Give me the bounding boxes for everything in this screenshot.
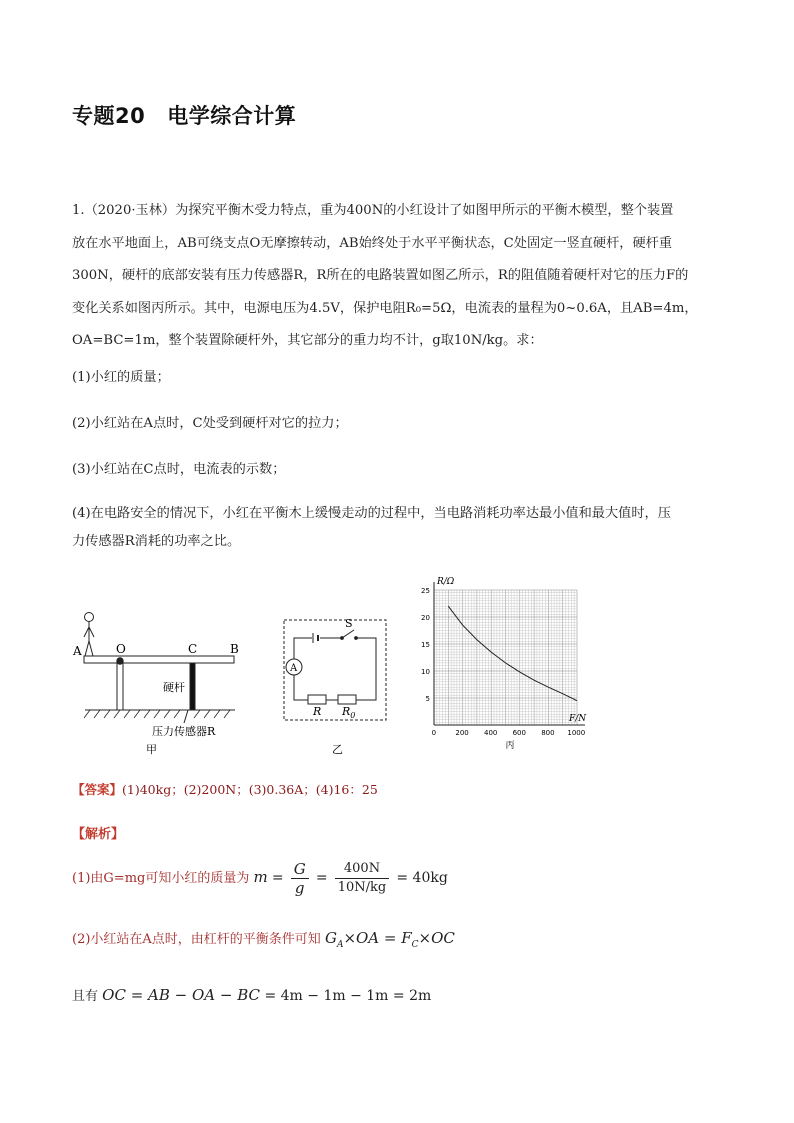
x-tick-label: 200 bbox=[455, 729, 469, 737]
problem-statement bbox=[72, 195, 726, 358]
eq-part: ×OA = F bbox=[343, 929, 412, 947]
beam bbox=[84, 656, 234, 663]
person-arm bbox=[84, 627, 89, 637]
label-O: O bbox=[116, 642, 126, 656]
y-tick-label: 15 bbox=[421, 641, 430, 649]
page-title bbox=[72, 100, 296, 130]
label-S: S bbox=[345, 617, 353, 630]
solution-step-3 bbox=[72, 985, 431, 1004]
caption-jia: 甲 bbox=[146, 743, 157, 756]
solution-step-1 bbox=[72, 860, 448, 897]
series-line bbox=[448, 606, 577, 701]
step-3-text: 且有 bbox=[72, 989, 99, 1004]
circuit-wire bbox=[294, 638, 376, 700]
problem-line: 放在水平地面上，AB可绕支点O无摩擦转动，AB始终处于水平平衡状态，C处固定一竖直硬杆，硬杆重 bbox=[72, 235, 673, 251]
eq-part: G bbox=[324, 929, 337, 947]
x-axis-label: F/N bbox=[569, 714, 587, 724]
label-B: B bbox=[230, 642, 239, 656]
problem-line: 1.（2020·玉林）为探究平衡木受力特点，重为400N的小红设计了如图甲所示的平衡木模型，整个装置 bbox=[72, 203, 674, 218]
problem-line: 变化关系如图丙所示。其中，电源电压为4.5V，保护电阻R₀=5Ω，电流表的量程为0~0.6A，且AB=4m， bbox=[72, 300, 698, 316]
fraction-G-over-g bbox=[291, 860, 309, 897]
y-tick-label: 25 bbox=[421, 587, 430, 595]
caption-bing: 丙 bbox=[505, 741, 515, 751]
answer bbox=[72, 780, 378, 798]
step-1-text: (1)由G=mg可知小红的质量为 bbox=[72, 871, 250, 886]
resistor-R bbox=[308, 695, 326, 704]
oc-result: = 4m − 1m − 1m = 2m bbox=[260, 988, 432, 1004]
x-tick-label: 0 bbox=[431, 729, 437, 737]
solution-step-2 bbox=[72, 928, 455, 950]
question-4 bbox=[72, 500, 726, 556]
y-tick-label: 10 bbox=[421, 668, 430, 676]
y-tick-label: 20 bbox=[421, 614, 430, 622]
analysis-tag: 【解析】 bbox=[72, 827, 125, 842]
question-2: (2)小红站在A点时，C处受到硬杆对它的拉力； bbox=[72, 416, 348, 431]
label-R: R bbox=[313, 705, 322, 718]
label-rod: 硬杆 bbox=[163, 681, 185, 694]
problem-line: 300N，硬杆的底部安装有压力传感器R，R所在的电路装置如图乙所示，R的阻值随着硬杆对它的压力F的 bbox=[72, 268, 689, 283]
frac-num: 400N bbox=[335, 860, 390, 879]
oc-formula: OC = AB − OA − BC bbox=[102, 986, 261, 1004]
equals-sign: = bbox=[315, 870, 328, 886]
caption-yi: 乙 bbox=[332, 743, 343, 756]
figure-yi bbox=[280, 575, 395, 765]
figures bbox=[60, 575, 740, 770]
question-1: (1)小红的质量； bbox=[72, 370, 170, 385]
pivot-point bbox=[117, 658, 123, 664]
eq-part: ×OC bbox=[418, 929, 455, 947]
topic-name: 电学综合计算 bbox=[167, 104, 297, 128]
hard-rod bbox=[190, 663, 195, 710]
y-axis-label: R/Ω bbox=[437, 577, 455, 587]
resistor-R0 bbox=[338, 695, 356, 704]
frac-den: g bbox=[294, 879, 305, 897]
fraction-400-over-10 bbox=[335, 860, 390, 897]
eq-sub: A bbox=[336, 940, 344, 950]
x-tick-label: 400 bbox=[484, 729, 498, 737]
problem-line: OA=BC=1m，整个装置除硬杆外，其它部分的重力均不计，g取10N/kg。求： bbox=[72, 333, 543, 348]
frac-num: G bbox=[291, 860, 309, 879]
label-A: A bbox=[73, 644, 82, 658]
person-arm bbox=[89, 627, 94, 637]
answer-text: (1)40kg；(2)200N；(3)0.36A；(4)16：25 bbox=[122, 782, 378, 797]
answer-tag: 【答案】 bbox=[72, 782, 123, 797]
question-3: (3)小红站在C点时，电流表的示数； bbox=[72, 462, 286, 477]
equals-sign: = bbox=[271, 870, 284, 886]
frac-den: 10N/kg bbox=[337, 880, 387, 895]
question-4-line: (4)在电路安全的情况下，小红在平衡木上缓慢走动的过程中，当电路消耗功率达最小值和最大值时，压 bbox=[72, 506, 671, 521]
figure-bing-chart bbox=[412, 575, 602, 765]
label-C: C bbox=[188, 642, 198, 656]
ammeter-icon: A bbox=[290, 663, 298, 674]
label-sensor: 压力传感器R bbox=[152, 725, 216, 738]
chart-grid bbox=[434, 590, 577, 725]
person-leg bbox=[89, 641, 93, 656]
step-2-text: (2)小红站在A点时，由杠杆的平衡条件可知 bbox=[72, 932, 321, 947]
person-head bbox=[85, 613, 94, 622]
var-m: m bbox=[253, 868, 268, 886]
person-leg bbox=[85, 641, 89, 656]
lever-equation bbox=[324, 929, 455, 950]
sensor-pointer bbox=[184, 710, 188, 723]
question-4-line: 力传感器R消耗的功率之比。 bbox=[72, 534, 241, 549]
eq-sub: C bbox=[411, 940, 419, 950]
figure-jia bbox=[60, 575, 260, 765]
topic-number: 专题20 bbox=[72, 104, 146, 128]
step-1-result: = 40kg bbox=[396, 870, 448, 886]
x-tick-label: 1000 bbox=[567, 729, 586, 737]
label-R0: $R_0$ bbox=[342, 705, 356, 720]
x-tick-label: 800 bbox=[541, 729, 555, 737]
y-tick-label: 5 bbox=[425, 695, 430, 703]
x-tick-label: 600 bbox=[512, 729, 526, 737]
